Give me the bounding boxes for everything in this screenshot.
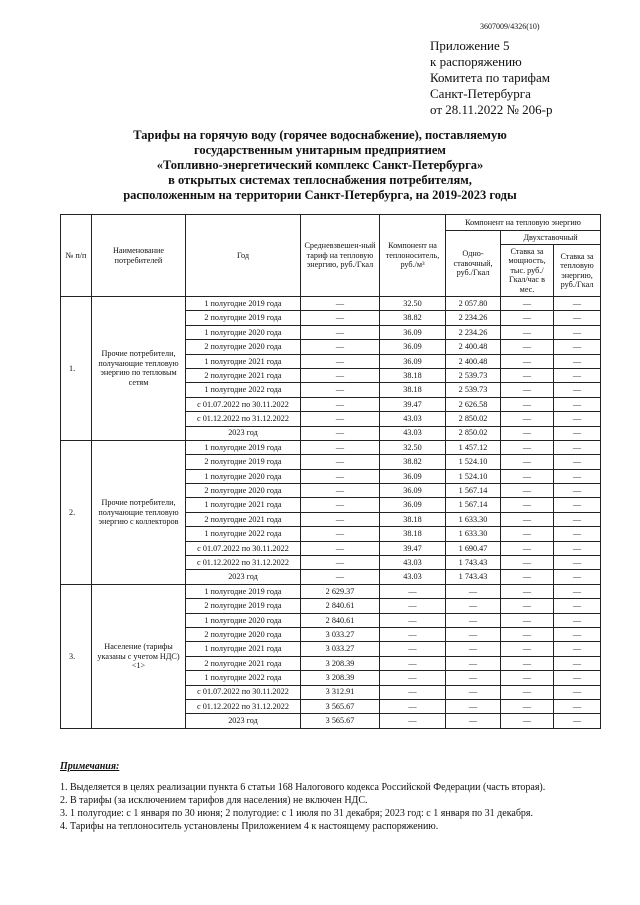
tariff-table <box>60 214 601 729</box>
cell-period: 2 полугодие 2019 года <box>186 455 301 469</box>
cell-capacity: — <box>501 440 554 454</box>
cell-capacity: — <box>501 412 554 426</box>
appendix-line: от 28.11.2022 № 206-р <box>430 102 553 117</box>
cell-period: с 01.12.2022 по 31.12.2022 <box>186 412 301 426</box>
cell-carrier: 38.82 <box>380 311 446 325</box>
cell-period: 2 полугодие 2021 года <box>186 656 301 670</box>
cell-carrier: 43.03 <box>380 570 446 584</box>
title-line: «Топливно-энергетический комплекс Санкт-Петербурга» <box>156 158 484 172</box>
cell-capacity: — <box>501 340 554 354</box>
cell-period: 1 полугодие 2022 года <box>186 383 301 397</box>
cell-heat: — <box>554 599 601 613</box>
cell-heat: — <box>554 671 601 685</box>
cell-carrier: 38.18 <box>380 368 446 382</box>
cell-capacity: — <box>501 714 554 728</box>
note-item: 3. 1 полугодие: с 1 января по 30 июня; 2 полугодие: с 1 июля по 31 декабря; 2023 год: с 1 января по 31 декабря. <box>60 808 534 819</box>
cell-capacity: — <box>501 397 554 411</box>
cell-avg: — <box>301 340 380 354</box>
cell-avg: — <box>301 469 380 483</box>
cell-period: 2 полугодие 2020 года <box>186 627 301 641</box>
cell-single: — <box>446 671 501 685</box>
cell-capacity: — <box>501 642 554 656</box>
cell-heat: — <box>554 455 601 469</box>
cell-avg: — <box>301 311 380 325</box>
cell-capacity: — <box>501 426 554 440</box>
appendix-line: Комитета по тарифам <box>430 70 550 85</box>
cell-carrier: 38.18 <box>380 512 446 526</box>
cell-carrier: 36.09 <box>380 354 446 368</box>
cell-single: — <box>446 627 501 641</box>
note-item: 4. Тарифы на теплоноситель установлены Приложением 4 к настоящему распоряжению. <box>60 821 439 832</box>
header-single-rate: Одно-ставочный, руб./Гкал <box>446 231 501 297</box>
header-avg-tariff: Средневзвешен-ный тариф на тепловую энергию, руб./Гкал <box>301 215 380 297</box>
cell-carrier: 43.03 <box>380 556 446 570</box>
header-heat-rate: Ставка за тепловую энергию, руб./Гкал <box>554 245 601 297</box>
cell-avg: 3 312.91 <box>301 685 380 699</box>
note-item: 1. Выделяется в целях реализации пункта 6 статьи 168 Налогового кодекса Российской Федерации (часть вторая). <box>60 782 546 793</box>
cell-avg: — <box>301 426 380 440</box>
cell-single: — <box>446 642 501 656</box>
title-line: государственным унитарным предприятием <box>194 143 446 157</box>
header-year: Год <box>186 215 301 297</box>
cell-capacity: — <box>501 469 554 483</box>
cell-single: 1 567.14 <box>446 498 501 512</box>
cell-avg: — <box>301 484 380 498</box>
document-title <box>40 128 600 203</box>
cell-avg: 3 565.67 <box>301 699 380 713</box>
cell-single: 2 850.02 <box>446 412 501 426</box>
cell-capacity: — <box>501 297 554 311</box>
cell-period: с 01.07.2022 по 30.11.2022 <box>186 397 301 411</box>
cell-capacity: — <box>501 556 554 570</box>
cell-period: 1 полугодие 2019 года <box>186 297 301 311</box>
cell-avg: 3 208.39 <box>301 671 380 685</box>
cell-carrier: — <box>380 613 446 627</box>
cell-avg: — <box>301 498 380 512</box>
cell-carrier: 36.09 <box>380 484 446 498</box>
cell-single: 2 234.26 <box>446 325 501 339</box>
cell-avg: 3 033.27 <box>301 627 380 641</box>
cell-period: 2023 год <box>186 570 301 584</box>
appendix-line: Санкт-Петербурга <box>430 86 531 101</box>
cell-heat: — <box>554 570 601 584</box>
cell-period: 1 полугодие 2019 года <box>186 440 301 454</box>
table-row <box>61 584 601 598</box>
cell-avg: 2 840.61 <box>301 613 380 627</box>
cell-carrier: — <box>380 699 446 713</box>
cell-carrier: 43.03 <box>380 426 446 440</box>
cell-carrier: 36.09 <box>380 325 446 339</box>
cell-period: с 01.07.2022 по 30.11.2022 <box>186 685 301 699</box>
cell-capacity: — <box>501 455 554 469</box>
cell-period: 1 полугодие 2022 года <box>186 527 301 541</box>
cell-avg: 3 208.39 <box>301 656 380 670</box>
header-num: № п/п <box>61 215 92 297</box>
cell-avg: — <box>301 541 380 555</box>
cell-heat: — <box>554 527 601 541</box>
cell-heat: — <box>554 484 601 498</box>
cell-carrier: — <box>380 627 446 641</box>
cell-single: 1 743.43 <box>446 556 501 570</box>
cell-avg: — <box>301 412 380 426</box>
cell-heat: — <box>554 584 601 598</box>
cell-heat: — <box>554 613 601 627</box>
cell-capacity: — <box>501 685 554 699</box>
cell-carrier: 39.47 <box>380 541 446 555</box>
cell-period: 1 полугодие 2020 года <box>186 613 301 627</box>
cell-carrier: 38.18 <box>380 527 446 541</box>
cell-heat: — <box>554 685 601 699</box>
cell-carrier: 38.82 <box>380 455 446 469</box>
group-number: 1. <box>61 297 92 441</box>
cell-single: 2 057.80 <box>446 297 501 311</box>
cell-heat: — <box>554 642 601 656</box>
cell-capacity: — <box>501 498 554 512</box>
cell-single: 2 626.58 <box>446 397 501 411</box>
cell-heat: — <box>554 627 601 641</box>
cell-heat: — <box>554 368 601 382</box>
cell-heat: — <box>554 656 601 670</box>
cell-carrier: — <box>380 584 446 598</box>
cell-carrier: — <box>380 671 446 685</box>
cell-heat: — <box>554 498 601 512</box>
table-row <box>61 440 601 454</box>
note-item: 2. В тарифы (за исключением тарифов для населения) не включен НДС. <box>60 795 368 806</box>
cell-carrier: — <box>380 599 446 613</box>
cell-avg: — <box>301 455 380 469</box>
cell-period: с 01.12.2022 по 31.12.2022 <box>186 699 301 713</box>
appendix-line: к распоряжению <box>430 54 522 69</box>
cell-capacity: — <box>501 627 554 641</box>
cell-carrier: 32.50 <box>380 440 446 454</box>
cell-avg: — <box>301 368 380 382</box>
header-carrier: Компонент на теплоноситель, руб./м³ <box>380 215 446 297</box>
cell-carrier: 39.47 <box>380 397 446 411</box>
cell-period: 1 полугодие 2020 года <box>186 325 301 339</box>
cell-avg: — <box>301 527 380 541</box>
cell-heat: — <box>554 354 601 368</box>
cell-avg: — <box>301 512 380 526</box>
cell-period: 2023 год <box>186 714 301 728</box>
cell-heat: — <box>554 440 601 454</box>
cell-avg: — <box>301 297 380 311</box>
cell-carrier: — <box>380 714 446 728</box>
cell-carrier: 36.09 <box>380 469 446 483</box>
document-number: 3607009/4326(10) <box>480 22 540 31</box>
cell-capacity: — <box>501 541 554 555</box>
cell-heat: — <box>554 397 601 411</box>
consumer-name: Прочие потребители, получающие тепловую энергию по тепловым сетям <box>92 297 186 441</box>
cell-capacity: — <box>501 699 554 713</box>
cell-capacity: — <box>501 512 554 526</box>
cell-avg: — <box>301 383 380 397</box>
header-capacity-rate: Ставка за мощность, тыс. руб./Гкал/час в мес. <box>501 245 554 297</box>
cell-avg: — <box>301 570 380 584</box>
cell-single: 1 457.12 <box>446 440 501 454</box>
cell-single: 2 539.73 <box>446 383 501 397</box>
cell-single: — <box>446 714 501 728</box>
group-number: 3. <box>61 584 92 728</box>
cell-avg: — <box>301 440 380 454</box>
title-line: Тарифы на горячую воду (горячее водоснабжение), поставляемую <box>133 128 507 142</box>
cell-heat: — <box>554 714 601 728</box>
header-two-rate: Двухставочный <box>501 231 601 245</box>
cell-period: 2 полугодие 2020 года <box>186 340 301 354</box>
header-consumer: Наименование потребителей <box>92 215 186 297</box>
cell-carrier: 43.03 <box>380 412 446 426</box>
cell-heat: — <box>554 340 601 354</box>
consumer-name: Население (тарифы указаны с учетом НДС) <1> <box>92 584 186 728</box>
cell-heat: — <box>554 469 601 483</box>
cell-period: 1 полугодие 2020 года <box>186 469 301 483</box>
cell-period: 1 полугодие 2021 года <box>186 498 301 512</box>
cell-capacity: — <box>501 325 554 339</box>
cell-period: 1 полугодие 2021 года <box>186 642 301 656</box>
cell-heat: — <box>554 297 601 311</box>
cell-period: 1 полугодие 2022 года <box>186 671 301 685</box>
cell-heat: — <box>554 556 601 570</box>
cell-avg: — <box>301 397 380 411</box>
cell-period: 2 полугодие 2021 года <box>186 512 301 526</box>
cell-carrier: — <box>380 642 446 656</box>
cell-period: 1 полугодие 2021 года <box>186 354 301 368</box>
cell-capacity: — <box>501 383 554 397</box>
cell-heat: — <box>554 311 601 325</box>
cell-single: 1 633.30 <box>446 512 501 526</box>
cell-avg: — <box>301 325 380 339</box>
cell-avg: 2 629.37 <box>301 584 380 598</box>
table-row <box>61 297 601 311</box>
title-line: расположенным на территории Санкт-Петербурга, на 2019-2023 годы <box>123 188 517 202</box>
group-number: 2. <box>61 440 92 584</box>
cell-heat: — <box>554 383 601 397</box>
cell-single: 1 633.30 <box>446 527 501 541</box>
cell-period: 2023 год <box>186 426 301 440</box>
tariff-table-body <box>61 297 601 729</box>
cell-single: 2 400.48 <box>446 354 501 368</box>
cell-single: — <box>446 584 501 598</box>
notes-title: Примечания: <box>60 761 120 772</box>
cell-carrier: 36.09 <box>380 498 446 512</box>
appendix-line: Приложение 5 <box>430 38 510 53</box>
cell-capacity: — <box>501 584 554 598</box>
cell-avg: 3 033.27 <box>301 642 380 656</box>
cell-capacity: — <box>501 354 554 368</box>
cell-single: 1 567.14 <box>446 484 501 498</box>
appendix-block <box>430 38 553 118</box>
cell-period: 2 полугодие 2019 года <box>186 599 301 613</box>
cell-heat: — <box>554 426 601 440</box>
cell-heat: — <box>554 512 601 526</box>
cell-single: 1 690.47 <box>446 541 501 555</box>
cell-avg: 2 840.61 <box>301 599 380 613</box>
cell-single: 1 524.10 <box>446 455 501 469</box>
cell-carrier: 32.50 <box>380 297 446 311</box>
cell-capacity: — <box>501 599 554 613</box>
cell-single: — <box>446 699 501 713</box>
cell-period: с 01.12.2022 по 31.12.2022 <box>186 556 301 570</box>
cell-single: — <box>446 685 501 699</box>
cell-single: — <box>446 613 501 627</box>
cell-capacity: — <box>501 613 554 627</box>
cell-capacity: — <box>501 311 554 325</box>
cell-carrier: — <box>380 656 446 670</box>
cell-carrier: 36.09 <box>380 340 446 354</box>
cell-avg: — <box>301 556 380 570</box>
cell-period: 2 полугодие 2021 года <box>186 368 301 382</box>
cell-capacity: — <box>501 527 554 541</box>
cell-single: 2 539.73 <box>446 368 501 382</box>
cell-carrier: — <box>380 685 446 699</box>
title-line: в открытых системах теплоснабжения потребителям, <box>168 173 472 187</box>
cell-capacity: — <box>501 570 554 584</box>
cell-avg: — <box>301 354 380 368</box>
cell-period: 2 полугодие 2019 года <box>186 311 301 325</box>
cell-single: 1 743.43 <box>446 570 501 584</box>
cell-single: — <box>446 599 501 613</box>
cell-heat: — <box>554 699 601 713</box>
cell-single: 2 850.02 <box>446 426 501 440</box>
consumer-name: Прочие потребители, получающие тепловую энергию с коллекторов <box>92 440 186 584</box>
cell-period: 2 полугодие 2020 года <box>186 484 301 498</box>
cell-heat: — <box>554 412 601 426</box>
header-energy-component: Компонент на тепловую энергию <box>446 215 601 231</box>
cell-capacity: — <box>501 671 554 685</box>
cell-carrier: 38.18 <box>380 383 446 397</box>
cell-single: 2 400.48 <box>446 340 501 354</box>
cell-capacity: — <box>501 484 554 498</box>
cell-heat: — <box>554 541 601 555</box>
cell-heat: — <box>554 325 601 339</box>
cell-single: 2 234.26 <box>446 311 501 325</box>
cell-period: 1 полугодие 2019 года <box>186 584 301 598</box>
cell-capacity: — <box>501 368 554 382</box>
cell-single: — <box>446 656 501 670</box>
cell-period: с 01.07.2022 по 30.11.2022 <box>186 541 301 555</box>
notes-block <box>60 760 620 833</box>
cell-avg: 3 565.67 <box>301 714 380 728</box>
cell-single: 1 524.10 <box>446 469 501 483</box>
cell-capacity: — <box>501 656 554 670</box>
